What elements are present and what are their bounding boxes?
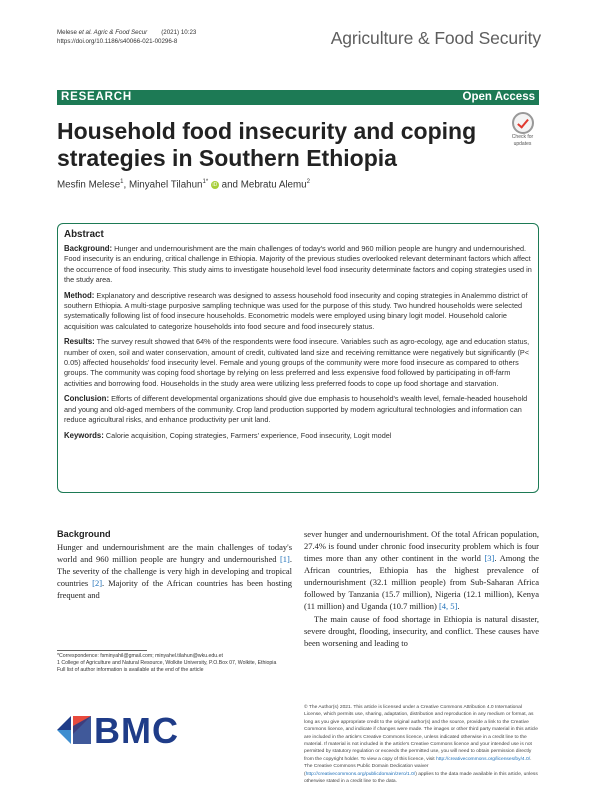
- abstract-conclusion: [64, 394, 532, 425]
- abstract-text: The survey result showed that 64% of the respondents were food insecure. Variables such as agro-ecology, age and education status, number of oxen, soil and water conservation, amount of credit, cultivated land size and receiving remittance were negatively but significantly (P< 0.05) affected households' food insecurity level. Female and young groups of the community were more food insecure as compared to others groups. The community was coping food shortage by relying on less preferred and less expensive food followed by participating in off-farm activities and borrowing food. Households in the study area were utilizing less preferred foods to cope up food shortage and starvation.: [64, 337, 530, 388]
- body-paragraph: The main cause of food shortage in Ethiopia is natural disaster, severe drought, flooding, insecurity, and conflict. These causes have been worsening and leading to: [304, 614, 539, 648]
- citation-journal: et al. Agric & Food Secur: [78, 29, 148, 36]
- abstract-label: Method:: [64, 290, 95, 300]
- citation-header: [57, 29, 196, 47]
- body-paragraph: [304, 528, 539, 612]
- author-separator: and: [218, 179, 241, 191]
- author-list: [57, 179, 310, 190]
- bmc-mark-icon: [57, 716, 91, 744]
- abstract-label: Keywords:: [64, 430, 104, 440]
- check-updates-line2: updates: [513, 140, 532, 147]
- section-banner: [57, 90, 539, 105]
- bmc-logo-text: BMC: [94, 710, 179, 751]
- author-name[interactable]: Minyahel Tilahun: [128, 179, 203, 191]
- correspondence-footnote: [57, 653, 292, 675]
- check-updates-line1: Check for: [511, 134, 534, 140]
- affiliation-marker: 1*: [202, 179, 209, 185]
- abstract-box: [57, 223, 539, 493]
- body-text: sever hunger and undernourishment. Of the total African population, 27.4% is found under chronic food insecurity problem which is four times more than any other continent in the world: [304, 529, 539, 563]
- abstract-text: Hunger and undernourishment are the main challenges of today's world and 960 million people are hungry and undernourished. Food insecurity is an enduring, critical challenge in Ethiopia. Majority of the previous studies overlooked relevant determinant factors which affect the occurrence of food insecurity. This study aims to investigate household level food insecurity determinate factors and coping strategies used in the study area.: [64, 244, 532, 285]
- license-text: © The Author(s) 2021. This article is licensed under a Creative Commons Attribution 4.0 International License, which permits use, sharing, adaptation, distribution and reproduction in any medium or format, as long as you give appropriate credit to the original author(s) and the source, provide a link to the Creative Commons licence, and indicate if changes were made. The images or other third party material in this article are included in the article's Creative Commons licence, unless indicated otherwise in a credit line to the material. If material is not included in the article's Creative Commons licence and your intended use is not permitted by statutory regulation or exceeds the permitted use, you will need to obtain permission directly from the copyright holder. To view a copy of this licence, visit: [304, 705, 538, 762]
- abstract-heading: Abstract: [64, 229, 104, 240]
- license-text: . The Creative Commons Public Domain Dedication waiver (: [304, 756, 532, 777]
- check-for-updates-badge[interactable]: [506, 112, 539, 147]
- citation-link[interactable]: [3]: [484, 553, 495, 563]
- section-label: RESEARCH: [61, 91, 132, 103]
- abstract-results: [64, 337, 532, 389]
- citation-link[interactable]: [1]: [279, 554, 290, 564]
- author-name[interactable]: Mebratu Alemu: [240, 179, 307, 191]
- correspondence-line: *Correspondence: fsminyahil@gmail.com; minyahel.tilahun@wku.edu.et: [57, 653, 223, 659]
- affiliation-marker: 1: [120, 179, 124, 185]
- license-statement: [304, 704, 539, 785]
- citation-year: (2021) 10:23: [161, 29, 197, 36]
- abstract-label: Results:: [64, 337, 95, 347]
- body-text: Hunger and undernourishment are the main challenges of today's world and 960 million people are hungry and undernourished: [57, 542, 292, 564]
- orcid-icon[interactable]: iD: [212, 182, 218, 189]
- checkmark-icon: [512, 112, 534, 134]
- license-text: ) applies to the data made available in this article, unless otherwise stated in a credit line to the data.: [304, 771, 538, 785]
- keywords-text: Calorie acquisition, Coping strategies, Farmers' experience, Food insecurity, Logit model: [105, 430, 392, 440]
- body-paragraph: [57, 541, 292, 601]
- citation-link[interactable]: [2]: [92, 578, 103, 588]
- abstract-text: Explanatory and descriptive research was designed to assess household food insecurity and coping strategies in Analemmo district of southern Ethiopia. A multi-stage purposive sampling technique was used for the purpose of this study. Two hundred households were selected systematically following list of food insecure households. Econometric models were employed using binary logit model. Household calorie acquisition was calculated to categorize households into food secure and food insecurely status.: [64, 290, 528, 331]
- affiliation-marker: 2: [306, 179, 310, 185]
- abstract-method: [64, 291, 532, 333]
- abstract-keywords: [64, 431, 532, 441]
- license-link[interactable]: http://creativecommons.org/publicdomain/zero/1.0/: [305, 771, 416, 777]
- footnote-divider: [57, 650, 147, 651]
- author-separator: ,: [123, 179, 129, 191]
- journal-name: Agriculture & Food Security: [330, 28, 541, 48]
- author-name[interactable]: Mesfin Melese: [57, 179, 121, 191]
- body-column-left: [57, 528, 292, 601]
- section-heading: Background: [57, 529, 111, 539]
- citation-link[interactable]: [4, 5]: [438, 601, 458, 611]
- abstract-background: [64, 244, 532, 286]
- open-access-label: Open Access: [462, 91, 535, 103]
- citation-authors: Melese: [57, 29, 79, 36]
- abstract-label: Conclusion:: [64, 394, 110, 404]
- body-text: . Among the African countries, Ethiopia has the highest prevalence of undernourishment (32.1 million people) from Sub-Saharan Africa followed by Tanzania (15.7 million), Nigeria (12.1 million), Kenya (11 million) and Uganda (10.7 million): [304, 553, 539, 611]
- abstract-label: Background:: [64, 244, 113, 253]
- body-text: . The severity of the challenge is very high in developing and tropical countries: [57, 554, 292, 588]
- citation-line: [57, 29, 196, 38]
- license-link[interactable]: http://creativecommons.org/licenses/by/4.0/: [436, 756, 531, 762]
- author-info-note: Full list of author information is available at the end of the article: [57, 667, 204, 674]
- body-text: . Majority of the African countries has been hosting frequent and: [57, 578, 292, 600]
- body-column-right: [304, 528, 539, 649]
- body-text: .: [457, 601, 460, 611]
- affiliation-line: 1 College of Agriculture and Natural Resource, Wolkite University, P.O.Box 07, Wolkite, Ethiopia: [57, 660, 277, 667]
- article-title: Household food insecurity and coping strategies in Southern Ethiopia: [57, 118, 477, 171]
- abstract-text: Efforts of different developmental organizations should give due emphasis to household's wealth level, female-headed household and young and old-aged members of the community. Crop land production supported by modern agricultural technologies and information can reduce agricultural risks, and enhance productivity per unit land.: [64, 394, 528, 425]
- doi-link[interactable]: https://doi.org/10.1186/s40066-021-00296-8: [57, 37, 178, 45]
